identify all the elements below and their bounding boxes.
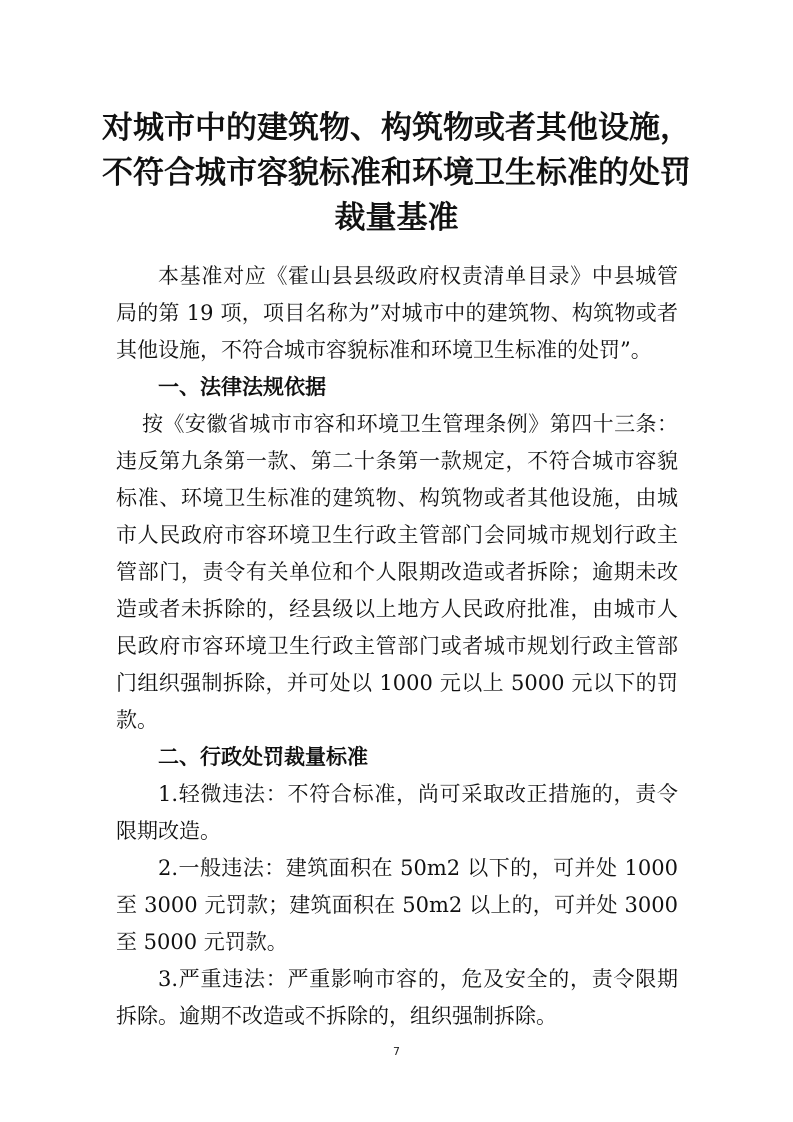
document-body: [116, 258, 678, 1035]
section-1-heading: 一、法律法规依据: [158, 375, 326, 399]
title-line-3: 裁量基准: [334, 200, 459, 236]
title-line-1: 对城市中的建筑物、构筑物或者其他设施，: [102, 110, 691, 146]
standard-item-2: 2.一般违法：建筑面积在 50m2 以下的，可并处 1000 至 3000 元罚款；建筑面积在 50m2 以上的，可并处 3000 至 5000 元罚款。: [116, 856, 678, 954]
title-line-2: 不符合城市容貌标准和环境卫生标准的处罚: [102, 155, 691, 191]
section-1-text: 按《安徽省城市市容和环境卫生管理条例》第四十三条：违反第九条第一款、第二十条第一款规定，不符合城市容貌标准、环境卫生标准的建筑物、构筑物或者其他设施，由城市人民政府市容环境卫生行政主管部门会同城市规划行政主管部门，责令有关单位和个人限期改造或者拆除；逾期未改造或者未拆除的，经县级以上地方人民政府批准，由城市人民政府市容环境卫生行政主管部门或者城市规划行政主管部门组织强制拆除，并可处以 1000 元以上 5000 元以下的罚款。: [116, 412, 678, 732]
document-title: [100, 106, 693, 241]
intro-paragraph: 本基准对应《霍山县县级政府权责清单目录》中县城管局的第 19 项，项目名称为”对城市中的建筑物、构筑物或者其他设施，不符合城市容貌标准和环境卫生标准的处罚”。: [116, 264, 678, 362]
standard-item-3: 3.严重违法：严重影响市容的，危及安全的，责令限期拆除。逾期不改造或不拆除的，组织强制拆除。: [116, 967, 678, 1028]
standard-item-1: 1.轻微违法：不符合标准，尚可采取改正措施的，责令限期改造。: [116, 782, 678, 843]
section-2-heading: 二、行政处罚裁量标准: [158, 745, 368, 769]
page-number: 7: [393, 1045, 400, 1058]
